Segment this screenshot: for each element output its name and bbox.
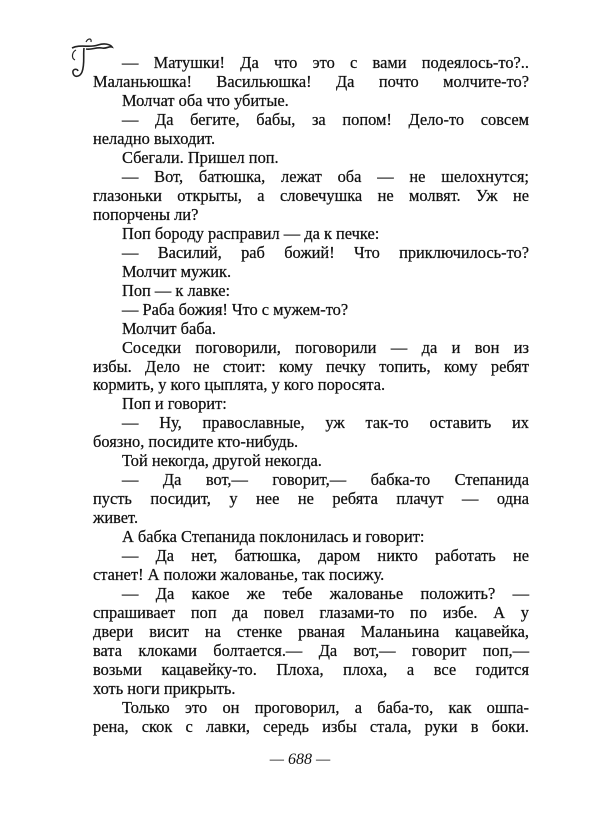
text-line: Той некогда, другой некогда. [122, 451, 322, 471]
text-line: попорчены ли? [93, 204, 199, 224]
text-line: кормить, у кого цыплята, у кого поросята. [93, 375, 386, 395]
text-line: Поп и говорит: [122, 394, 227, 414]
text-line: Маланьюшка! Васильюшка! Да почто молчите-то? [93, 71, 529, 91]
text-line: Молчит баба. [122, 318, 216, 338]
text-line: возьми кацавейку-то. Плоха, плоха, а все годится [93, 660, 529, 679]
text-line: — Василий, раб божий! Что приключилось-то? [122, 242, 529, 262]
text-line: боязно, посидите кто-нибудь. [93, 432, 299, 452]
text-line: — Раба божия! Что с мужем-то? [122, 299, 349, 319]
text-line: вата клоками болтается.— Да вот,— говорит поп,— [93, 641, 529, 661]
text-line: — Да какое же тебе жалованье положить? — [122, 584, 529, 604]
page-number: — 688 — [269, 751, 331, 768]
text-line: Молчат оба что убитые. [122, 90, 289, 110]
text-line: хоть ноги прикрыть. [93, 678, 236, 698]
text-line: двери висит на стенке рваная Маланьина кацавейка, [93, 622, 529, 642]
text-line: Сбегали. Пришел поп. [122, 147, 279, 167]
text-line: Только это он проговорил, а баба-то, как ошпа- [122, 697, 529, 717]
text-line: Поп — к лавке: [122, 280, 231, 300]
text-line: — Ну, православные, уж так-то оставить их [122, 413, 529, 433]
text-line: — Вот, батюшка, лежат оба — не шелохнутся; [122, 166, 529, 186]
text-line: станет! А положи жалованье, так посижу. [93, 565, 385, 585]
body-text [93, 54, 529, 737]
text-line: — Да нет, батюшка, даром никто работать не [122, 546, 529, 566]
text-line: — Да бегите, бабы, за попом! Дело-то совсем [122, 109, 529, 129]
text-line: живет. [93, 508, 139, 528]
text-line: глазоньки открыты, а словечушка не молвят. Уж не [93, 185, 529, 205]
text-line: — Матушки! Да что это с вами подеялось-то?.. [122, 53, 529, 72]
text-line: Поп бороду расправил — да к печке: [122, 223, 380, 243]
text-line: спрашивает поп да повел глазами-то по избе. А у [93, 603, 529, 623]
text-line: неладно выходит. [93, 128, 216, 148]
text-line: — Да вот,— говорит,— бабка-то Степанида [122, 470, 529, 490]
text-line: Соседки поговорили, поговорили — да и вон из [122, 337, 529, 357]
text-line: А бабка Степанида поклонилась и говорит: [122, 527, 425, 547]
text-line: Молчит мужик. [122, 261, 232, 281]
text-line: рена, скок с лавки, середь избы стала, руки в боки. [93, 716, 529, 736]
text-line: избы. Дело не стоит: кому печку топить, кому ребят [93, 356, 529, 376]
text-line: пусть посидит, у нее не ребята плачут — одна [93, 489, 529, 509]
